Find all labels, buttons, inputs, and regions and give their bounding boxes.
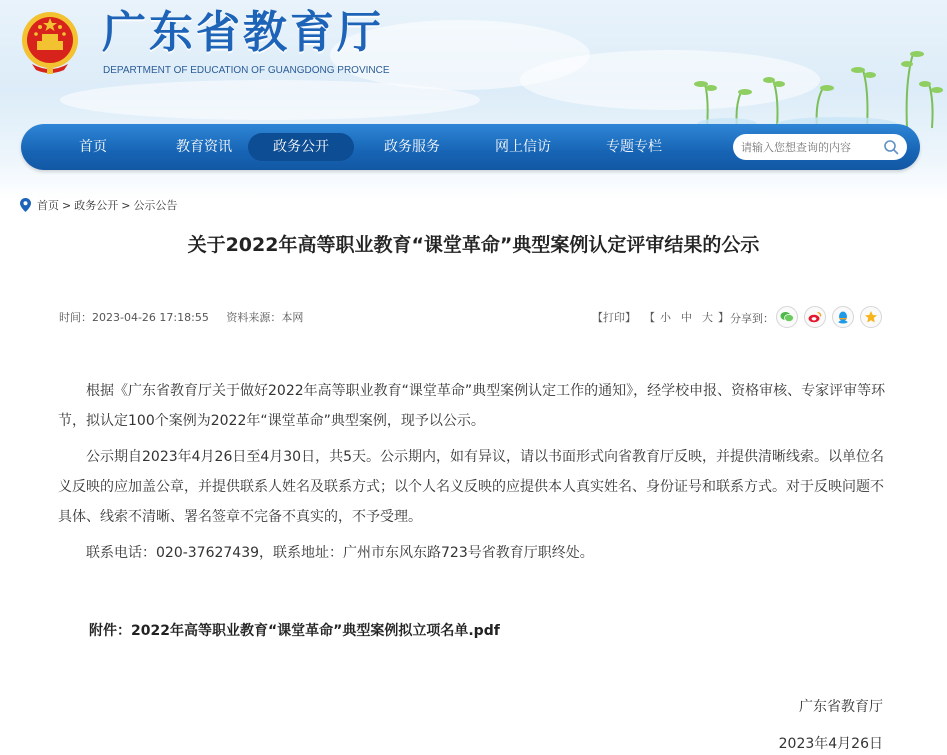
nav-item-home[interactable]: 首页 [79,139,107,155]
site-header [0,0,947,200]
location-pin-icon [20,198,31,212]
nav-item-government-services[interactable]: 政务服务 [384,139,440,155]
share-weibo-button[interactable] [804,306,826,328]
attachment [89,620,500,640]
decorative-plants-icon [687,40,947,130]
article-signature: 广东省教育厅 [799,699,883,715]
search-box [733,134,907,160]
breadcrumb-government-affairs[interactable]: 政务公开 [74,199,119,212]
breadcrumb-separator: > [62,198,72,212]
wechat-icon [780,311,794,323]
share-label: 分享到： [730,312,774,325]
breadcrumb [20,197,177,213]
nav-item-online-petition[interactable]: 网上信访 [495,139,551,155]
font-size-bracket-close: 】 [718,311,729,324]
search-input[interactable] [741,137,875,157]
weibo-icon [808,311,822,323]
share-qq-button[interactable] [832,306,854,328]
main-nav [21,124,920,170]
attachment-label: 附件： [89,623,131,639]
article-paragraph: 公示期自2023年4月26日至4月30日，共5天。公示期内，如有异议，请以书面形式向省教育厅反映，并提供清晰线索。以单位名义反映的应加盖公章，并提供联系人姓名及联系方式；以个人名义反映的应提供本人真实姓名、身份证号和联系方式。对于反映问题不具体、线索不清晰、署名签章不完备不真实的，不予受理。 [58,449,884,525]
article-paragraph: 根据《广东省教育厅关于做好2022年高等职业教育“课堂革命”典型案例认定工作的通知》，经学校申报、资格审核、专家评审等环节，拟认定100个案例为2022年“课堂革命”典型案例，现予以公示。 [58,383,886,429]
attachment-link[interactable]: 2022年高等职业教育“课堂革命”典型案例拟立项名单.pdf [131,623,500,639]
breadcrumb-home[interactable]: 首页 [37,199,59,212]
site-subtitle: DEPARTMENT OF EDUCATION OF GUANGDONG PROVINCE [103,65,390,76]
national-emblem-icon [20,10,80,76]
font-size-small[interactable]: 小 [660,311,671,324]
article-body [58,376,888,574]
article-tools [592,306,892,328]
article-source: 资料来源：本网 [226,311,304,324]
qq-icon [837,311,849,324]
nav-item-special-topics[interactable]: 专题专栏 [606,139,662,155]
nav-item-government-affairs-disclosure[interactable]: 政务公开 [248,133,354,161]
qzone-icon [864,310,878,324]
print-button[interactable]: 【打印】 [592,311,636,324]
article-meta [59,309,303,325]
share-qzone-button[interactable] [860,306,882,328]
article-title: 关于2022年高等职业教育“课堂革命”典型案例认定评审结果的公示 [187,234,760,256]
breadcrumb-separator: > [121,198,131,212]
search-icon[interactable] [883,139,899,155]
font-size-selector [644,309,729,325]
header-cloud [60,80,480,120]
font-size-large[interactable]: 大 [702,311,713,324]
article-paragraph: 联系电话：020-37627439，联系地址：广州市东风东路723号省教育厅职终处。 [86,545,594,561]
breadcrumb-notices[interactable]: 公示公告 [133,199,178,212]
font-size-bracket-open: 【 [644,311,655,324]
nav-item-education-news[interactable]: 教育资讯 [176,139,232,155]
site-title[interactable]: 广东省教育厅 [102,7,384,58]
publish-time: 时间：2023-04-26 17:18:55 [59,311,209,324]
font-size-medium[interactable]: 中 [681,311,692,324]
share-wechat-button[interactable] [776,306,798,328]
article-date: 2023年4月26日 [778,736,883,752]
